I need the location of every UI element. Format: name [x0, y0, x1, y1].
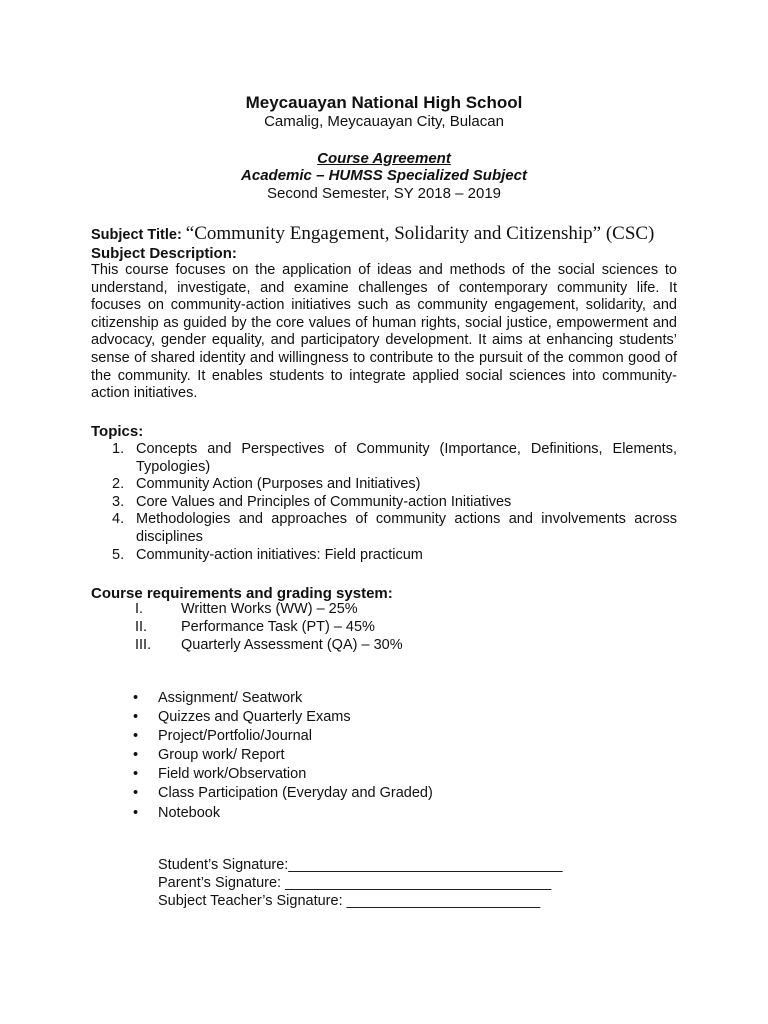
grading-item — [91, 637, 491, 655]
subject-description: This course focuses on the application of ideas and methods of the social sciences to understand, investigate, and examine challenges of contemporary community life. It focuses on community-action initiatives such as community engagement, solidarity, and citizenship as guided by the core values of human rights, social justice, empowerment and advocacy, gender equality, and participatory development. It aims at enhancing students’ sense of shared identity and willingness to contribute to the pursuit of the common good of the community. It enables students to integrate applied social sciences into community-action initiatives. — [91, 262, 677, 402]
bullet-icon: • — [133, 785, 139, 802]
topic-text: Methodologies and approaches of community actions and involvements across disciplines — [136, 511, 677, 545]
parent-signature-line: Parent’s Signature: _________________________________ — [158, 875, 552, 891]
bullet-icon: • — [133, 709, 139, 726]
track-label: Academic – HUMSS Specialized Subject — [241, 167, 527, 184]
grading-number: I. — [135, 601, 144, 617]
topic-item — [91, 511, 677, 546]
list-item — [133, 785, 433, 804]
topic-number: 2. — [112, 476, 125, 493]
list-item-text: Quizzes and Quarterly Exams — [158, 709, 351, 726]
list-item — [133, 747, 433, 766]
list-item-text: Assignment/ Seatwork — [158, 690, 303, 706]
subject-description-label: Subject Description: — [91, 245, 237, 262]
bullet-icon: • — [133, 804, 139, 821]
bullet-icon: • — [133, 728, 139, 745]
student-signature-line: Student’s Signature:__________________________________ — [158, 857, 563, 873]
topic-number: 5. — [112, 546, 125, 563]
grading-text: Performance Task (PT) – 45% — [181, 619, 375, 635]
subject-title-label: Subject Title: — [91, 227, 182, 243]
subject-title-line — [91, 223, 654, 245]
topic-text: Core Values and Principles of Community-action Initiatives — [136, 493, 512, 510]
bullet-icon: • — [133, 766, 139, 783]
topic-text: Community Action (Purposes and Initiatives) — [136, 476, 421, 493]
school-address: Camalig, Meycauayan City, Bulacan — [264, 113, 504, 130]
school-name: Meycauayan National High School — [245, 93, 523, 112]
signature-block — [158, 857, 563, 911]
subject-title-value: “Community Engagement, Solidarity and Citizenship” (CSC) — [185, 223, 655, 244]
list-item — [133, 805, 433, 824]
grading-number: II. — [135, 619, 148, 635]
topic-item — [91, 441, 677, 476]
list-item — [133, 728, 433, 747]
requirements-label: Course requirements and grading system: — [91, 585, 393, 602]
requirements-bullet-list — [133, 690, 433, 824]
topic-text: Community-action initiatives: Field practicum — [136, 546, 423, 563]
topics-list — [91, 441, 677, 564]
grading-text: Quarterly Assessment (QA) – 30% — [181, 637, 403, 653]
topic-text: Concepts and Perspectives of Community (Importance, Definitions, Elements, Typologies) — [136, 441, 677, 475]
list-item-text: Project/Portfolio/Journal — [158, 728, 312, 745]
list-item — [133, 690, 433, 709]
document-title: Course Agreement — [317, 150, 451, 167]
list-item-text: Class Participation (Everyday and Graded) — [158, 785, 433, 802]
teacher-signature-line: Subject Teacher’s Signature: ________________________ — [158, 893, 541, 909]
topic-item — [91, 547, 677, 565]
list-item-text: Group work/ Report — [158, 747, 285, 764]
topic-item — [91, 476, 677, 494]
grading-item — [91, 601, 491, 619]
list-item — [133, 766, 433, 785]
topic-number: 3. — [112, 493, 125, 510]
topic-number: 1. — [112, 441, 125, 457]
grading-text: Written Works (WW) – 25% — [181, 601, 358, 617]
topic-item — [91, 494, 677, 512]
list-item-text: Notebook — [158, 804, 221, 821]
bullet-icon: • — [133, 747, 139, 764]
list-item-text: Field work/Observation — [158, 766, 307, 783]
list-item — [133, 709, 433, 728]
grading-number: III. — [135, 637, 152, 653]
grading-list — [91, 601, 491, 655]
bullet-icon: • — [133, 690, 139, 706]
grading-item — [91, 619, 491, 637]
semester-label: Second Semester, SY 2018 – 2019 — [266, 185, 502, 202]
topics-label: Topics: — [91, 423, 144, 440]
topic-number: 4. — [112, 511, 125, 528]
